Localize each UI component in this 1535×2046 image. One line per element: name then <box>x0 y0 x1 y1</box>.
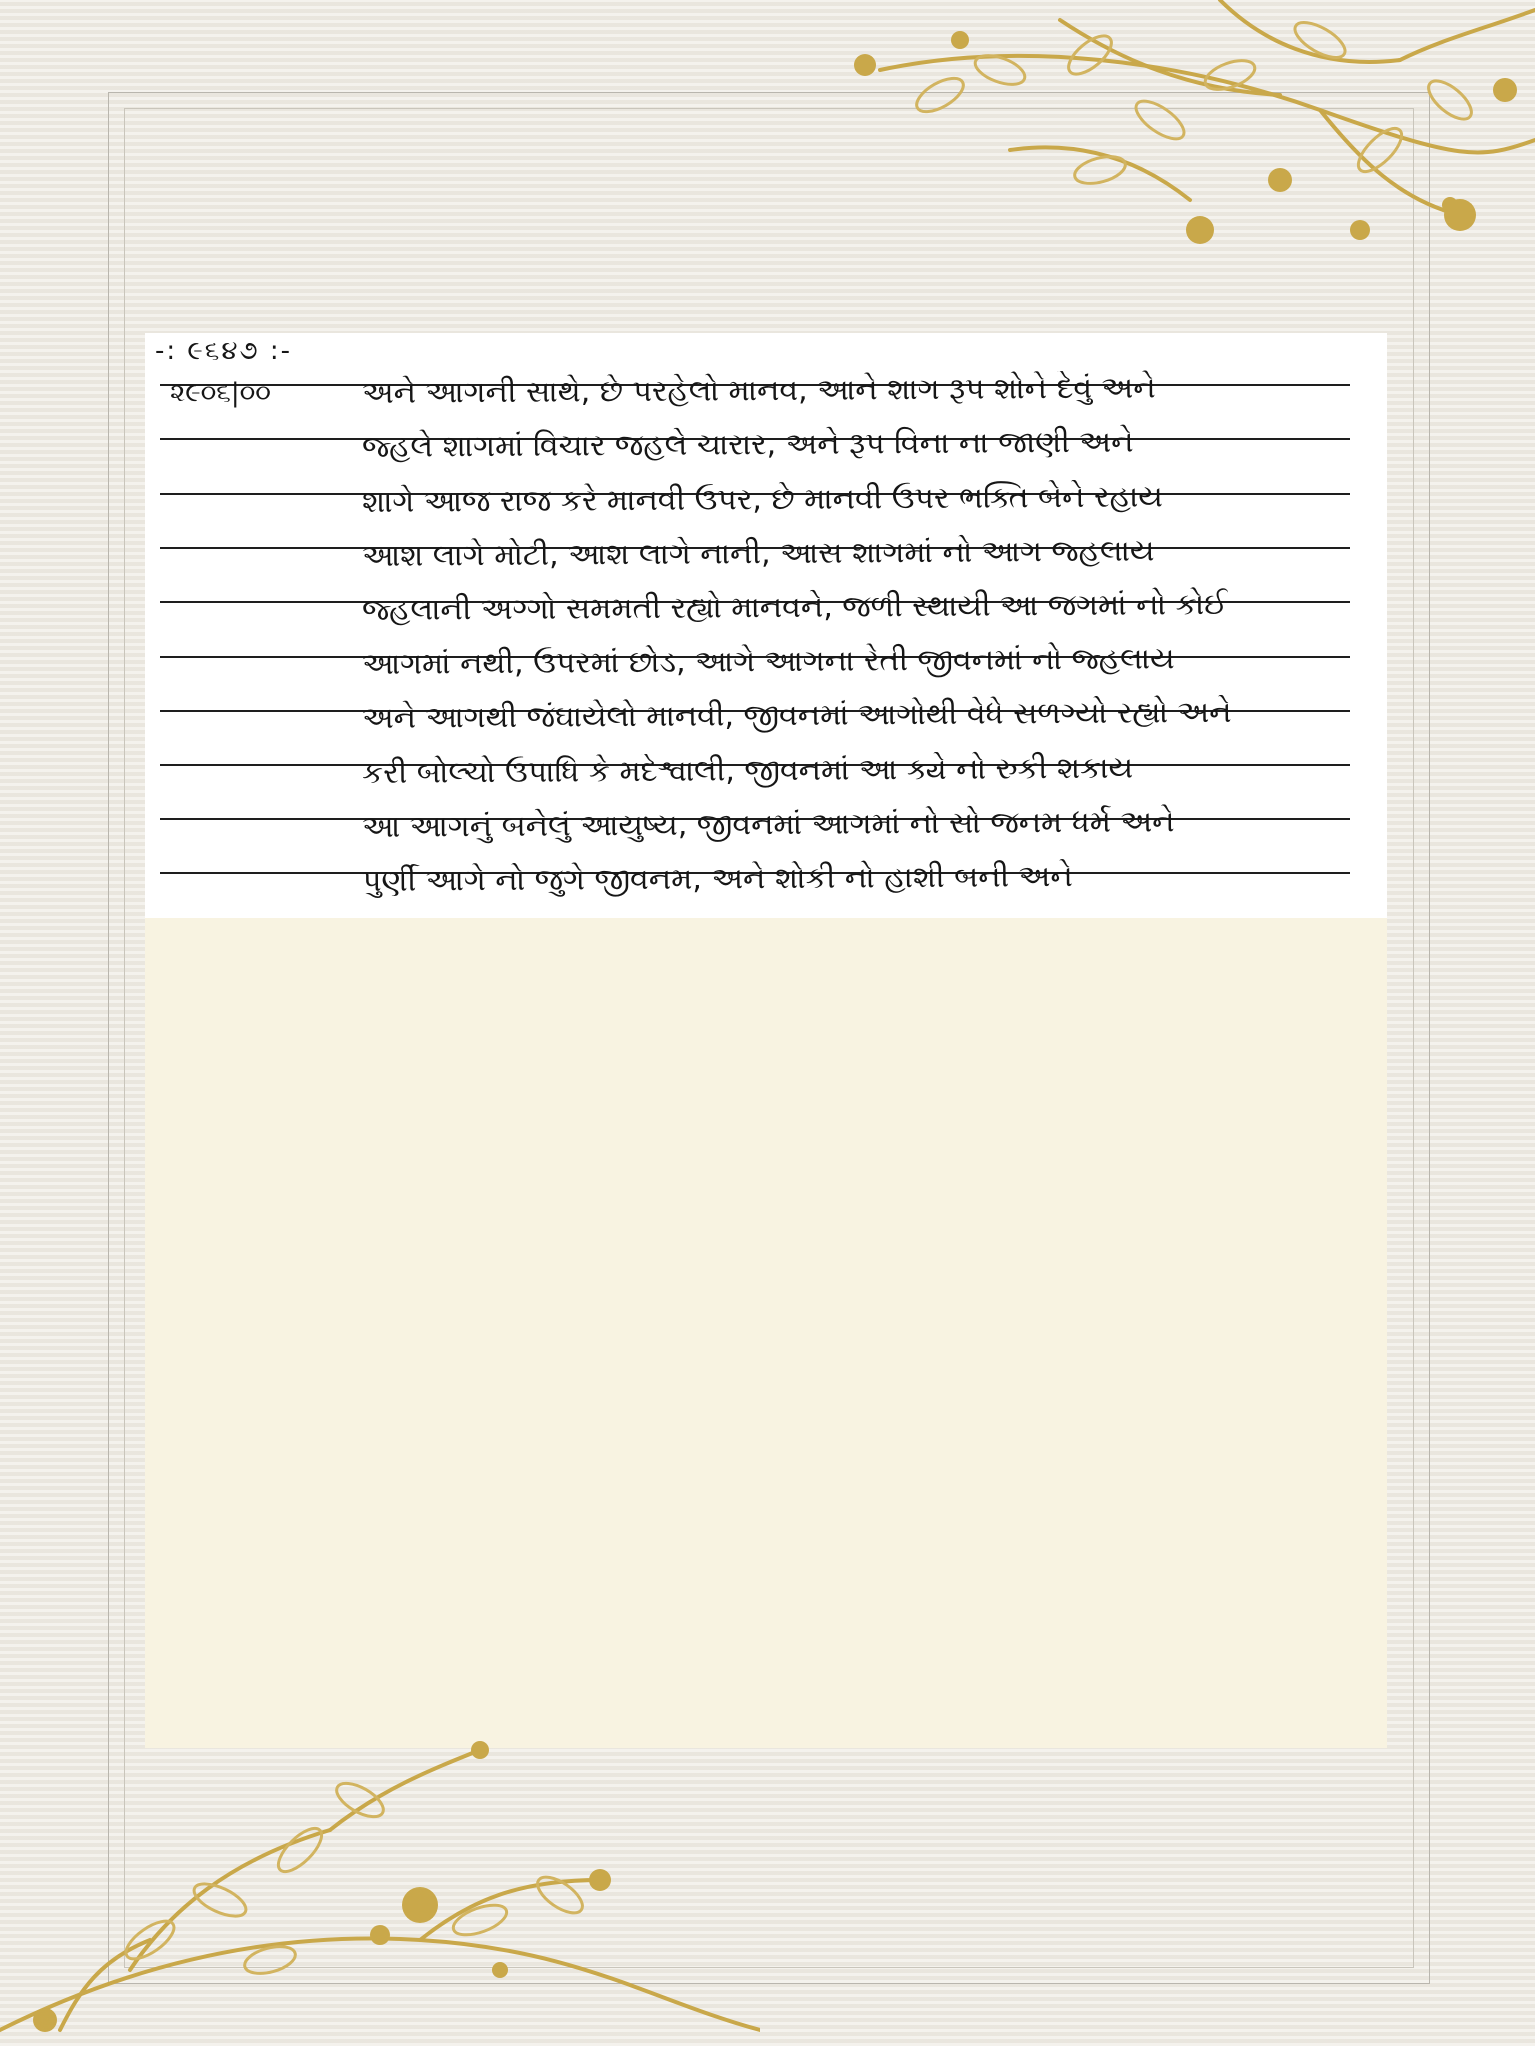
poem-line: આશ લાગે મોટી, આશ લાગે નાની, આસ શાગમાં નો આગ જ્હલાય <box>361 533 1155 574</box>
cream-panel <box>145 918 1387 1748</box>
poem-line: જ્હલે શાગમાં વિચાર જહલે ચારાર, અને રૂપ વિના ના જાણી અને <box>361 424 1134 465</box>
poem-line: પુર્ણી આગે નો જુગે જીવનમ, અને શોકી નો હાશી બની અને <box>361 859 1073 899</box>
poem-date: ૨૯૦૬|૦૦ <box>170 378 271 408</box>
poem-line: શાગે આજ રાજ કરે માનવી ઉપર, છે માનવી ઉપર ભક્તિ બેને રહાય <box>361 479 1163 520</box>
poem-line: આ આગનું બનેલું આયુષ્ય, જીવનમાં આગમાં નો સો જનમ ધર્મ અને <box>361 804 1175 845</box>
poem-line: જ્હલાની અગ્ગો સમમતી રહ્યો માનવને, જળી સ્થાયી આ જગમાં નો કોઈ <box>361 586 1228 628</box>
poem-number: -: ૯૬૪૭ :- <box>155 336 292 366</box>
poem-line: અને આગની સાથે, છે પરહેલો માનવ, આને શાગ રૂપ શોને દેવું અને <box>361 370 1156 411</box>
poem-line: આગમાં નથી, ઉપરમાં છોડ, આગે આગના રેતી જીવનમાં નો જ્હલાય <box>361 641 1175 682</box>
poem-line: કરી બોલ્ચો ઉપાધિ કે મદેશ્વાલી, જીવનમાં આ ક્યે નો રુકી શકાય <box>361 750 1134 791</box>
poem-line: અને આગથી જંઘાયેલો માનવી, જીવનમાં આગોથી વેધે સળગ્યો રહ્યો અને <box>361 694 1232 736</box>
